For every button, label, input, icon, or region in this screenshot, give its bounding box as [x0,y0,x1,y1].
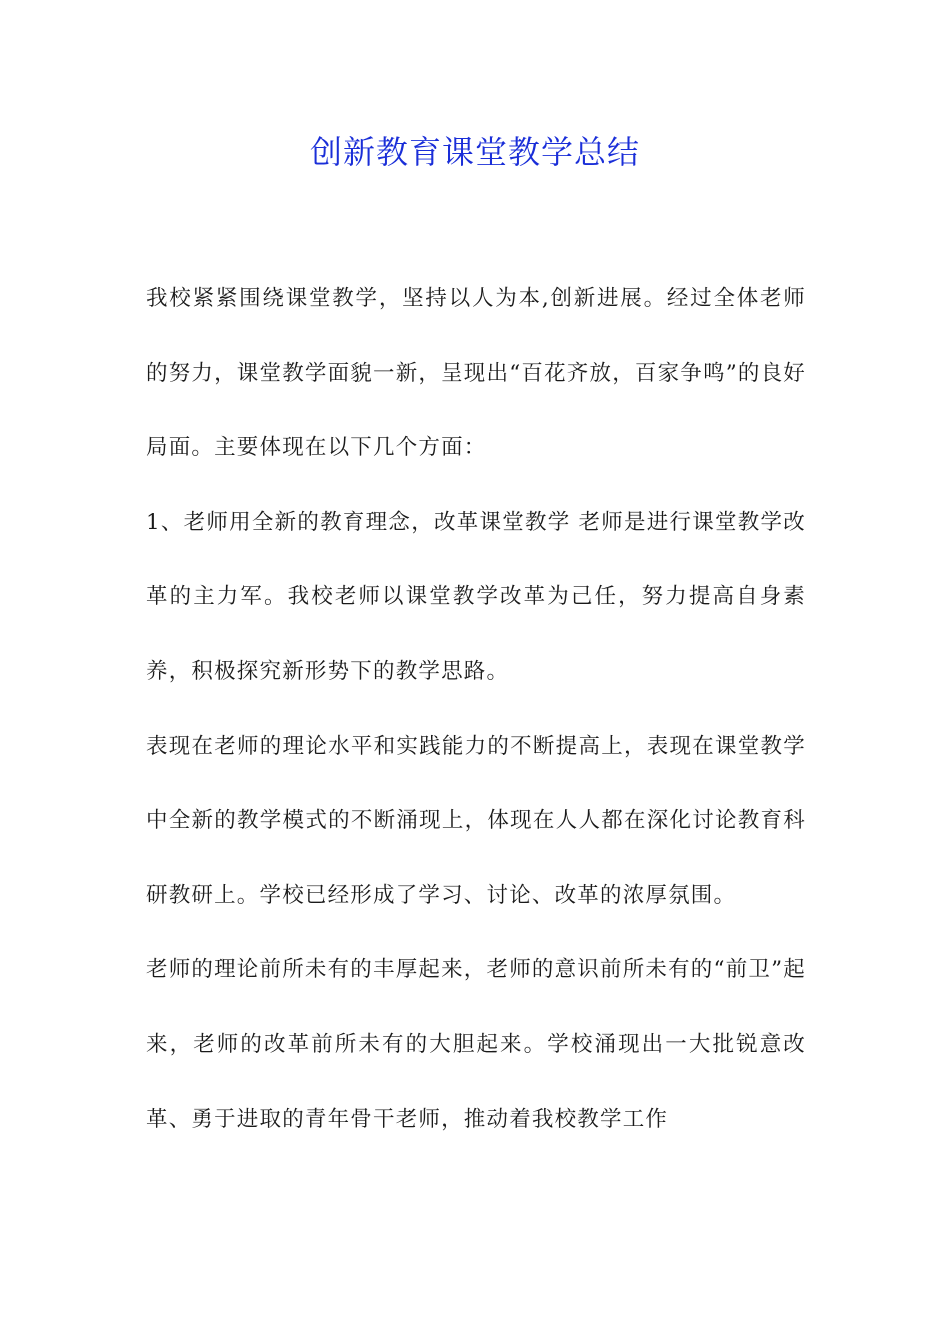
paragraph-teachers: 老师的理论前所未有的丰厚起来，老师的意识前所未有的“前卫”起来，老师的改革前所未有的大胆起来。学校涌现出一大批锐意改革、勇于进取的青年骨干老师，推动着我校教学工作 [146,957,806,1132]
paragraph-point-1: 1、老师用全新的教育理念，改革课堂教学 老师是进行课堂教学改革的主力军。我校老师以课堂教学改革为己任，努力提高自身素养，积极探究新形势下的教学思路。 [146,509,806,684]
document-title: 创新教育课堂教学总结 [309,133,640,171]
paragraph-intro: 我校紧紧围绕课堂教学，坚持以人为本,创新进展。经过全体老师的努力，课堂教学面貌一新，呈现出“百花齐放，百家争鸣”的良好局面。主要体现在以下几个方面： [146,286,806,461]
paragraph-performance: 表现在老师的理论水平和实践能力的不断提高上，表现在课堂教学中全新的教学模式的不断涌现上，体现在人人都在深化讨论教育科研教研上。学校已经形成了学习、讨论、改革的浓厚氛围。 [146,733,806,908]
document-body [146,262,806,1157]
